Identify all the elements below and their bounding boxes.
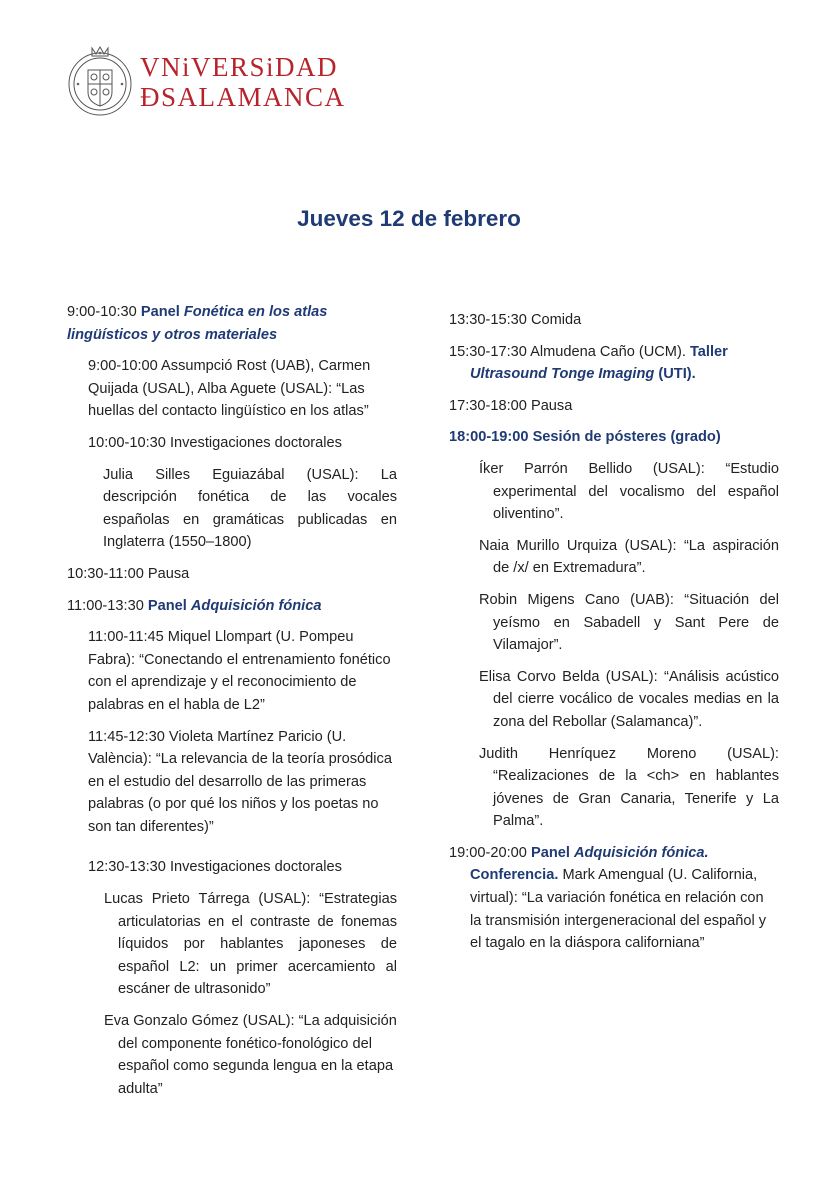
left-column <box>67 301 397 1100</box>
panel-1-heading <box>67 301 397 346</box>
panel-2-talk-1: 11:00-11:45 Miquel Llompart (U. Pompeu Fabra): “Conectando el entrenamiento fonético con el aprendizaje y el reconocimiento de palabras en el habla de L2” <box>88 629 391 713</box>
poster-2: Naia Murillo Urquiza (USAL): “La aspiración de /x/ en Extremadura”. <box>479 537 779 577</box>
panel-2-doctoral-1: Lucas Prieto Tárrega (USAL): “Estrategias articulatorias en el contraste de fonemas líquidos por hablantes japoneses de español L2: un primer acercamiento al escáner de ultrasonido” <box>104 891 397 998</box>
conference-text: Mark Amengual (U. California, virtual): “La variación fonética en relación con la transmisión intergeneracional del español y el tagalo en la diáspora californiana” <box>470 867 767 952</box>
panel-1-talk-1: 9:00-10:00 Assumpció Rost (UAB), Carmen Quijada (USAL), Alba Aguete (USAL): “Las huellas del contacto lingüístico en los atlas” <box>88 358 371 420</box>
poster-1: Íker Parrón Bellido (USAL): “Estudio experimental del vocalismo del español oliventino”. <box>479 460 779 523</box>
wordmark-line-1: VNiVERSiDAD <box>140 52 339 82</box>
wordmark-line-2: ÐSALAMANCA <box>140 82 346 112</box>
panel-2-time: 11:00-13:30 <box>67 597 144 614</box>
university-logo <box>66 40 356 120</box>
poster-5: Judith Henríquez Moreno (USAL): “Realizaciones de la <ch> en hablantes jóvenes de Gran Canaria, Tenerife y La Palma”. <box>479 745 779 830</box>
pausa-1: 10:30-11:00 Pausa <box>67 565 190 582</box>
right-column <box>449 309 779 955</box>
panel-1-name: Fonética en los atlas lingüísticos y otros materiales <box>67 304 328 343</box>
posters-heading: 18:00-19:00 Sesión de pósteres (grado) <box>449 429 721 446</box>
panel-2-talk-3: 12:30-13:30 Investigaciones doctorales <box>88 859 342 876</box>
conference-name: Adquisición fónica. <box>573 844 709 861</box>
taller <box>449 341 779 386</box>
panel-2-doctoral-2: Eva Gonzalo Gómez (USAL): “La adquisición del componente fonético-fonológico del español como segunda lengua en la etapa adulta” <box>104 1013 397 1097</box>
taller-name: Ultrasound Tonge Imaging <box>470 366 655 383</box>
panel-2-label: Panel <box>147 597 187 614</box>
poster-4: Elisa Corvo Belda (USAL): “Análisis acústico del cierre vocálico de vocales medias en la zona del Rebollar (Salamanca)”. <box>479 668 779 730</box>
comida: 13:30-15:30 Comida <box>449 312 582 328</box>
panel-1-talk-2: 10:00-10:30 Investigaciones doctorales <box>88 434 342 451</box>
conference-kind: Conferencia. <box>470 867 559 884</box>
panel-2-heading <box>67 595 397 618</box>
university-seal-icon <box>66 40 134 120</box>
taller-label: Taller <box>689 343 728 360</box>
university-wordmark <box>140 52 346 112</box>
pausa-2: 17:30-18:00 Pausa <box>449 397 573 414</box>
panel-1-time: 9:00-10:30 <box>67 304 137 320</box>
panel-2-talk-2: 11:45-12:30 Violeta Martínez Paricio (U. València): “La relevancia de la teoría prosódica en el estudio del desarrollo de las primeras palabras (o por qué los niños y los poetas no son tan diferentes)” <box>88 728 392 835</box>
panel-2-name: Adquisición fónica <box>190 597 322 614</box>
taller-speaker: 15:30-17:30 Almudena Caño (UCM). <box>449 343 686 360</box>
panel-1-label: Panel <box>140 304 180 320</box>
conference <box>449 842 779 955</box>
panel-1-doctoral-1: Julia Silles Eguiazábal (USAL): La descripción fonética de las vocales españolas en gramáticas publicadas en Inglaterra (1550–1800) <box>103 466 397 551</box>
conference-label: Panel <box>530 844 570 861</box>
taller-abbr: (UTI). <box>658 366 696 383</box>
conference-time: 19:00-20:00 <box>449 844 527 861</box>
page-title: Jueves 12 de febrero <box>297 206 521 231</box>
poster-3: Robin Migens Cano (UAB): “Situación del yeísmo en Sabadell y Sant Pere de Vilamajor”. <box>479 591 779 654</box>
